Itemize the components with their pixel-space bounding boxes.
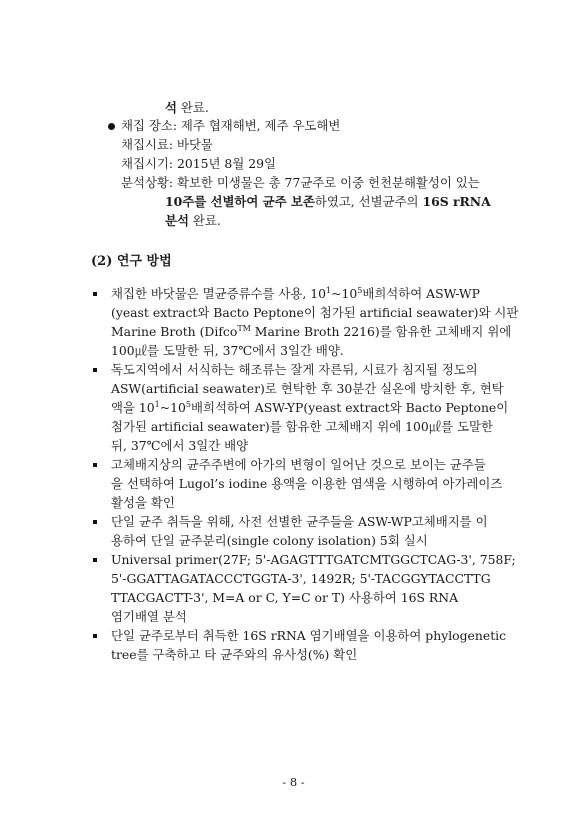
method-2-line-2: ASW(artificial seawater)로 현탁한 후 30분간 실온에 방치한 후, 현탁 <box>111 381 504 396</box>
method-5-line-1: Universal primer(27F; 5'-AGAGTTTGATCMTGGCTCAG-3', 758F; <box>111 552 516 567</box>
method-1-line-3: Marine Broth (Difco™ Marine Broth 2216)를 함유한 고체배지 위에 <box>111 324 512 339</box>
method-2-line-3: 액을 $10^1\sim 10^5$배희석하여 ASW-YP(yeast extract와 Bacto Peptone이 <box>111 400 509 415</box>
page-number: - 8 - <box>282 775 305 789</box>
method-4-line-2: 용하여 단일 균주분리(single colony isolation) 5회 실시 <box>111 533 428 548</box>
bullet-square-icon <box>93 558 97 562</box>
method-6-line-2: tree를 구축하고 타 균주와의 유사성(%) 확인 <box>111 647 358 662</box>
method-1-line-4: 100㎕를 도말한 뒤, 37℃에서 3일간 배양. <box>111 343 344 358</box>
method-1-line-2: (yeast extract와 Bacto Peptone이 첨가된 artificial seawater)와 시판 <box>111 305 519 320</box>
method-1-line-1: 채집한 바닷물은 멸균증류수를 사용, $10^1\sim 10^5$배희석하여 ASW-WP <box>111 286 480 301</box>
method-5-line-3: TTACGACTT-3', M=A or C, Y=C or T) 사용하여 16S RNA <box>111 590 459 605</box>
method-2-line-1: 독도지역에서 서식하는 해조류는 잘게 자른뒤, 시료가 침지될 정도의 <box>111 362 478 377</box>
bold-text: 석 <box>165 100 177 115</box>
analysis-status-line-3: 분석 완료. <box>165 213 221 228</box>
method-4-line-1: 단일 균주 취득을 위해, 사전 선별한 균주들을 ASW-WP고체배지를 이 <box>111 514 488 529</box>
bullet-square-icon <box>93 368 97 372</box>
continuation-line: 석 완료. <box>165 100 209 115</box>
collection-sample: 채집시료: 바닷물 <box>121 137 213 152</box>
method-3-line-2: 을 선택하여 Lugol’s iodine 용액을 이용한 염색을 시행하여 아가레이즈 <box>111 476 503 491</box>
method-3-line-1: 고체배지상의 균주주변에 아가의 변형이 일어난 것으로 보이는 균주들 <box>111 457 486 472</box>
bullet-square-icon <box>93 520 97 524</box>
bullet-square-icon <box>93 634 97 638</box>
analysis-status-line-2: 10주를 선별하여 균주 보존하였고, 선별균주의 16S rRNA <box>165 194 491 209</box>
analysis-status-line-1: 분석상황: 확보한 미생물은 총 77균주로 이중 헌천분해활성이 있는 <box>121 175 480 190</box>
method-5-line-2: 5'-GGATTAGATACCCTGGTA-3', 1492R; 5'-TACGGYTACCTTG <box>111 571 491 586</box>
method-2-line-5: 뒤, 37℃에서 3일간 배양 <box>111 438 249 453</box>
method-6-line-1: 단일 균주로부터 취득한 16S rRNA 염기배열을 이용하여 phylogenetic <box>111 628 507 643</box>
collection-period: 채집시기: 2015년 8월 29일 <box>121 156 276 171</box>
bullet-square-icon <box>93 463 97 467</box>
bullet-square-icon <box>93 292 97 296</box>
method-5-line-4: 염기배열 분석 <box>111 609 187 624</box>
collection-site: 채집 장소: 제주 협재해변, 제주 우도해변 <box>121 118 341 133</box>
method-3-line-3: 활성을 확인 <box>111 495 175 510</box>
bullet-dot-icon <box>108 123 115 130</box>
section-title: (2) 연구 방법 <box>91 254 172 269</box>
method-2-line-4: 첨가된 artificial seawater)를 함유한 고체배지 위에 100㎕를 도말한 <box>111 419 493 434</box>
